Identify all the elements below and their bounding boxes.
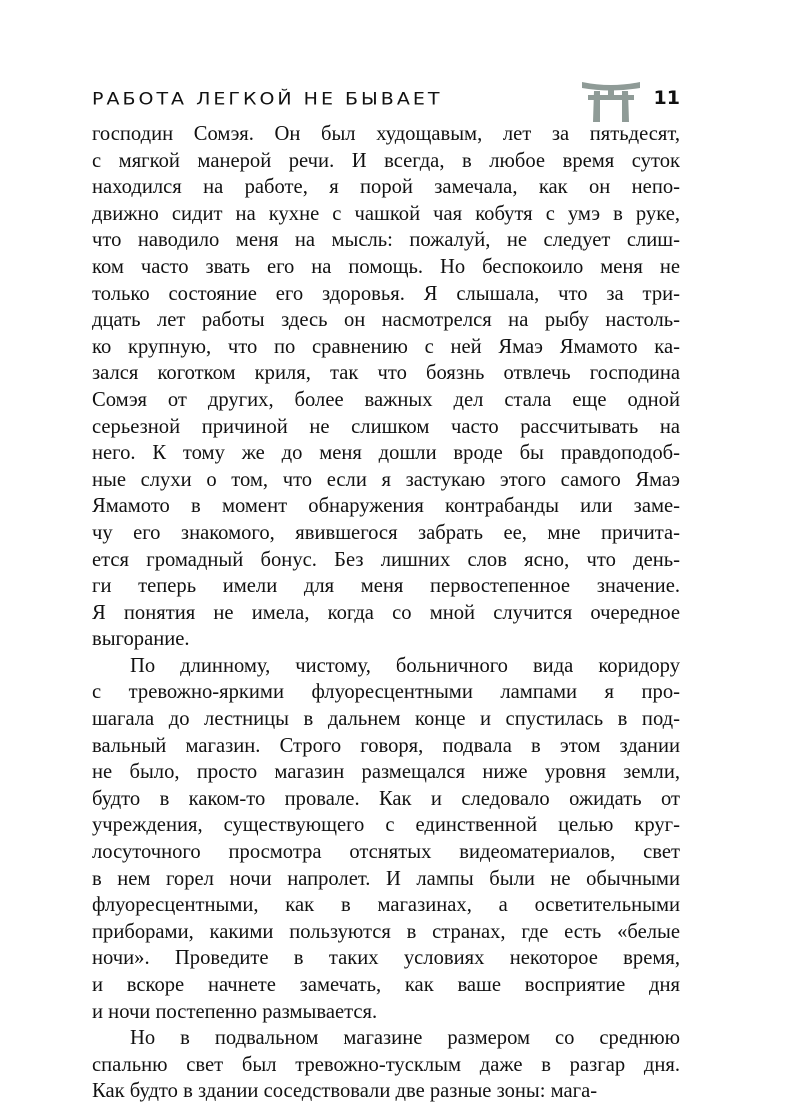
text-line: не было, просто магазин размещался ниже уровня земли, — [92, 761, 680, 784]
running-title: РАБОТА ЛЕГКОЙ НЕ БЫВАЕТ — [92, 89, 443, 109]
text-line: Ямамото в момент обнаружения контрабанды или заме- — [92, 495, 680, 518]
text-line: Как будто в здании соседствовали две разные зоны: мага- — [92, 1080, 598, 1103]
running-header — [92, 78, 682, 120]
text-line: чу его знакомого, явившегося забрать ее, мне причита- — [92, 521, 680, 544]
text-line: будто в каком-то провале. Как и следовало ожидать от — [92, 787, 680, 810]
text-line: спальню свет был тревожно-тусклым даже в разгар дня. — [92, 1053, 680, 1076]
text-line: с тревожно-яркими флуоресцентными лампами я про- — [92, 681, 680, 704]
text-line: и вскоре начнете замечать, как ваше восприятие дня — [92, 974, 680, 996]
text-line: По длинному, чистому, больничного вида коридору — [130, 654, 680, 677]
text-line: находился на работе, я порой замечала, как он непо- — [92, 176, 680, 199]
body-text — [92, 121, 680, 1105]
text-line: вальный магазин. Строго говоря, подвала в этом здании — [92, 734, 680, 757]
text-line: ги теперь имели для меня первостепенное значение. — [92, 575, 680, 598]
text-line: серьезной причиной не слишком часто рассчитывать на — [92, 415, 680, 438]
text-line: ночи». Проведите в таких условиях некоторое время, — [92, 947, 680, 970]
text-line: с мягкой манерой речи. И всегда, в любое время суток — [92, 149, 680, 172]
text-line: зался коготком криля, так что боязнь отвлечь господина — [92, 362, 680, 385]
text-line: дцать лет работы здесь он насмотрелся на рыбу настоль- — [92, 309, 680, 332]
text-line: что наводило меня на мысль: пожалуй, не следует слиш- — [92, 229, 680, 252]
text-line: лосуточного просмотра отснятых видеоматериалов, свет — [92, 841, 680, 864]
text-line: флуоресцентными, как в магазинах, а осветительными — [92, 894, 680, 917]
paragraph — [92, 1025, 680, 1105]
text-line: приборами, какими пользуются в странах, где есть «белые — [92, 920, 680, 943]
text-line: ется громадный бонус. Без лишних слов ясно, что день- — [92, 548, 680, 571]
paragraph — [92, 121, 680, 653]
text-line: выгорание. — [92, 628, 190, 651]
text-line: Я понятия не имела, когда со мной случится очередное — [92, 601, 680, 624]
text-line: движно сидит на кухне с чашкой чая кобутя с умэ в руке, — [92, 202, 680, 225]
text-line: господин Сомэя. Он был худощавым, лет за пятьдесят, — [92, 123, 680, 145]
text-line: ко крупную, что по сравнению с ней Ямаэ Ямамото ка- — [92, 335, 680, 358]
torii-gate-icon — [580, 78, 642, 124]
text-line: него. К тому же до меня дошли вроде бы правдоподоб- — [92, 442, 680, 465]
text-line: только состояние его здоровья. Я слышала, что за три- — [92, 282, 680, 305]
text-line: учреждения, существующего с единственной целью круг- — [92, 814, 680, 837]
text-line: в нем горел ночи напролет. И лампы были не обычными — [92, 867, 680, 890]
torii-center-strut — [608, 89, 614, 97]
torii-left-pillar — [593, 91, 600, 122]
text-line: Сомэя от других, более важных дел стала еще одной — [92, 388, 680, 411]
torii-right-pillar — [622, 91, 629, 122]
text-line: ком часто звать его на помощь. Но беспокоило меня не — [92, 255, 680, 278]
text-line: шагала до лестницы в дальнем конце и спустилась в под- — [92, 708, 680, 731]
text-line: Но в подвальном магазине размером со среднюю — [130, 1027, 680, 1050]
text-line: ные слухи о том, что если я застукаю этого самого Ямаэ — [92, 468, 680, 491]
paragraph — [92, 653, 680, 1025]
page-number: 11 — [653, 87, 680, 109]
text-line: и ночи постепенно размывается. — [92, 1000, 378, 1023]
